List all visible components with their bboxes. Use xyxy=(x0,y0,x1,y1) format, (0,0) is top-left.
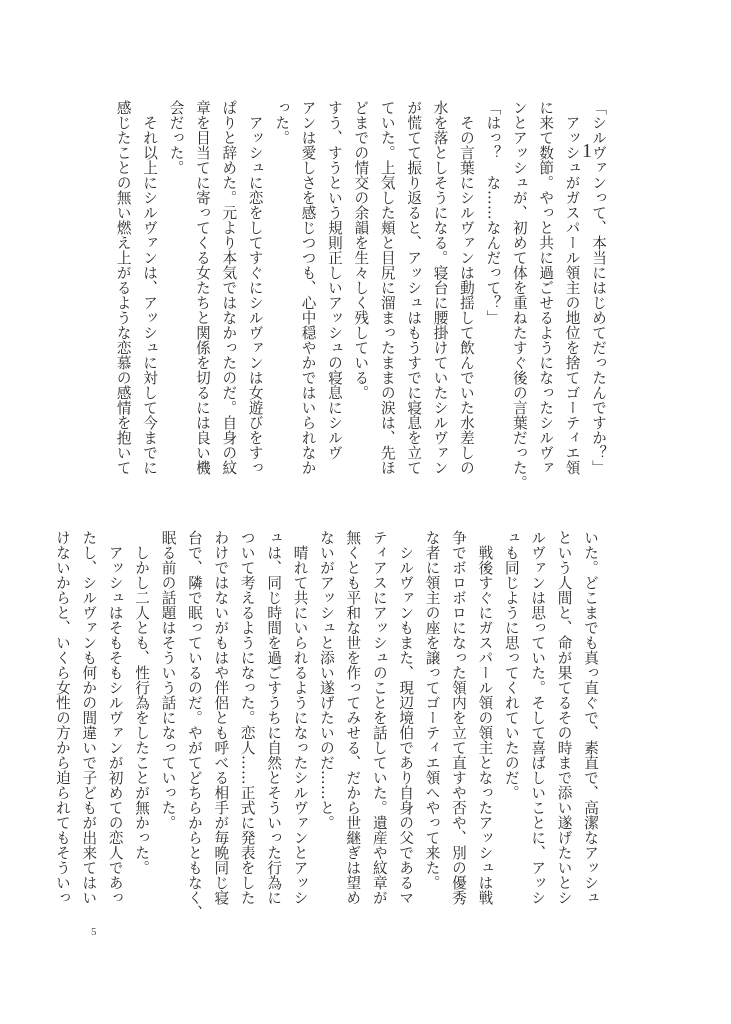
body-text-upper xyxy=(109,100,611,490)
text-column: 水を落としそうになる。寝台に腰掛けていたシルヴァン xyxy=(431,100,449,475)
text-column: ティアスにアッシュのことを話していた。遺産や紋章が xyxy=(370,530,388,905)
text-column: った。 xyxy=(273,100,291,145)
text-column: しかし二人とも、性行為をしたことが無かった。 xyxy=(133,530,151,875)
text-column: ンとアッシュが、初めて体を重ねたすぐ後の言葉だった。 xyxy=(510,100,528,490)
text-column: アンは愛しさを感じつつも、心中穏やかではいられなか xyxy=(299,100,317,475)
text-column: 晴れて共にいられるようになったシルヴァンとアッシ xyxy=(291,530,309,905)
text-column: アッシュがガスパール領主の地位を捨てゴーティエ領 xyxy=(563,100,581,475)
text-column: 争でボロボロになった領内を立て直すや否や、別の優秀 xyxy=(449,530,467,905)
text-column: 「はっ？ な……なんだって？」 xyxy=(484,100,502,325)
text-column: アッシュに恋をしてすぐにシルヴァンは女遊びをすっ xyxy=(246,100,264,475)
body-text-lower xyxy=(48,530,603,920)
text-column: という人間と、命が果てるその時まで添い遂げたいとシ xyxy=(555,530,573,905)
text-column: 「シルヴァンって、本当にはじめてだったんですか？」 xyxy=(590,100,607,475)
text-column: わけではないがもはや伴侶とも呼べる相手が毎晩同じ寝 xyxy=(212,530,230,905)
text-column: 感じたことの無い燃え上がるような恋慕の感情を抱いて xyxy=(114,100,132,475)
text-column: 無くとも平和な世を作ってみせる、だから世継ぎは望め xyxy=(344,530,362,905)
text-column: けないからと、いくら女性の方から迫られてもそういっ xyxy=(53,530,71,905)
text-column: 章を目当てに寄ってくる女たちと関係を切るには良い機 xyxy=(193,100,211,475)
text-column: どまでの情交の余韻を生々しく残している。 xyxy=(352,100,370,400)
text-column: 会だった。 xyxy=(167,100,185,175)
text-column: ついて考えるようになった。恋人……正式に発表をした xyxy=(238,530,256,905)
text-column: ュも同じように思ってくれていたのだ。 xyxy=(502,530,520,800)
text-column: ぱりと辞めた。元より本気ではなかったのだ。自身の紋 xyxy=(220,100,238,475)
text-column: いた。どこまでも真っ直ぐで、素直で、高潔なアッシュ xyxy=(582,530,599,905)
text-column: 台で、隣で眠っているのだ。やがてどちらからともなく、 xyxy=(185,530,203,920)
chapter-number: 1 xyxy=(582,140,592,162)
text-column: その言葉にシルヴァンは動揺して飲んでいた水差しの xyxy=(457,100,475,475)
text-column: たし、シルヴァンも何かの間違いで子どもが出来てはい xyxy=(80,530,98,905)
text-column: ないがアッシュと添い遂げたいのだ……と。 xyxy=(317,530,335,830)
text-column: すう、すうという規則正しいアッシュの寝息にシルヴ xyxy=(325,100,343,460)
text-column: ていた。上気した頬と目尻に溜まったままの涙は、先ほ xyxy=(378,100,396,475)
page-number: 5 xyxy=(91,926,97,938)
text-column: 戦後すぐにガスパール領の領主となったアッシュは戦 xyxy=(476,530,494,905)
text-column: それ以上にシルヴァンは、アッシュに対して今までに xyxy=(141,100,159,475)
text-column: アッシュはそもそもシルヴァンが初めての恋人であっ xyxy=(106,530,124,905)
text-column: シルヴァンもまた、現辺境伯であり自身の父であるマ xyxy=(397,530,415,905)
text-column: 眠る前の話題はそういう話になっていった。 xyxy=(159,530,177,830)
text-column: に来て数節。やっと共に過ごせるようになったシルヴァ xyxy=(537,100,555,475)
text-column: が慌てて振り返ると、アッシュはもうすでに寝息を立て xyxy=(405,100,423,475)
text-column: な者に領主の座を譲ってゴーティエ領へやって来た。 xyxy=(423,530,441,890)
text-column: ルヴァンは思っていた。そして喜ばしいことに、アッシ xyxy=(529,530,547,905)
text-column: ュは、同じ時間を過ごすうちに自然とそういった行為に xyxy=(265,530,283,905)
